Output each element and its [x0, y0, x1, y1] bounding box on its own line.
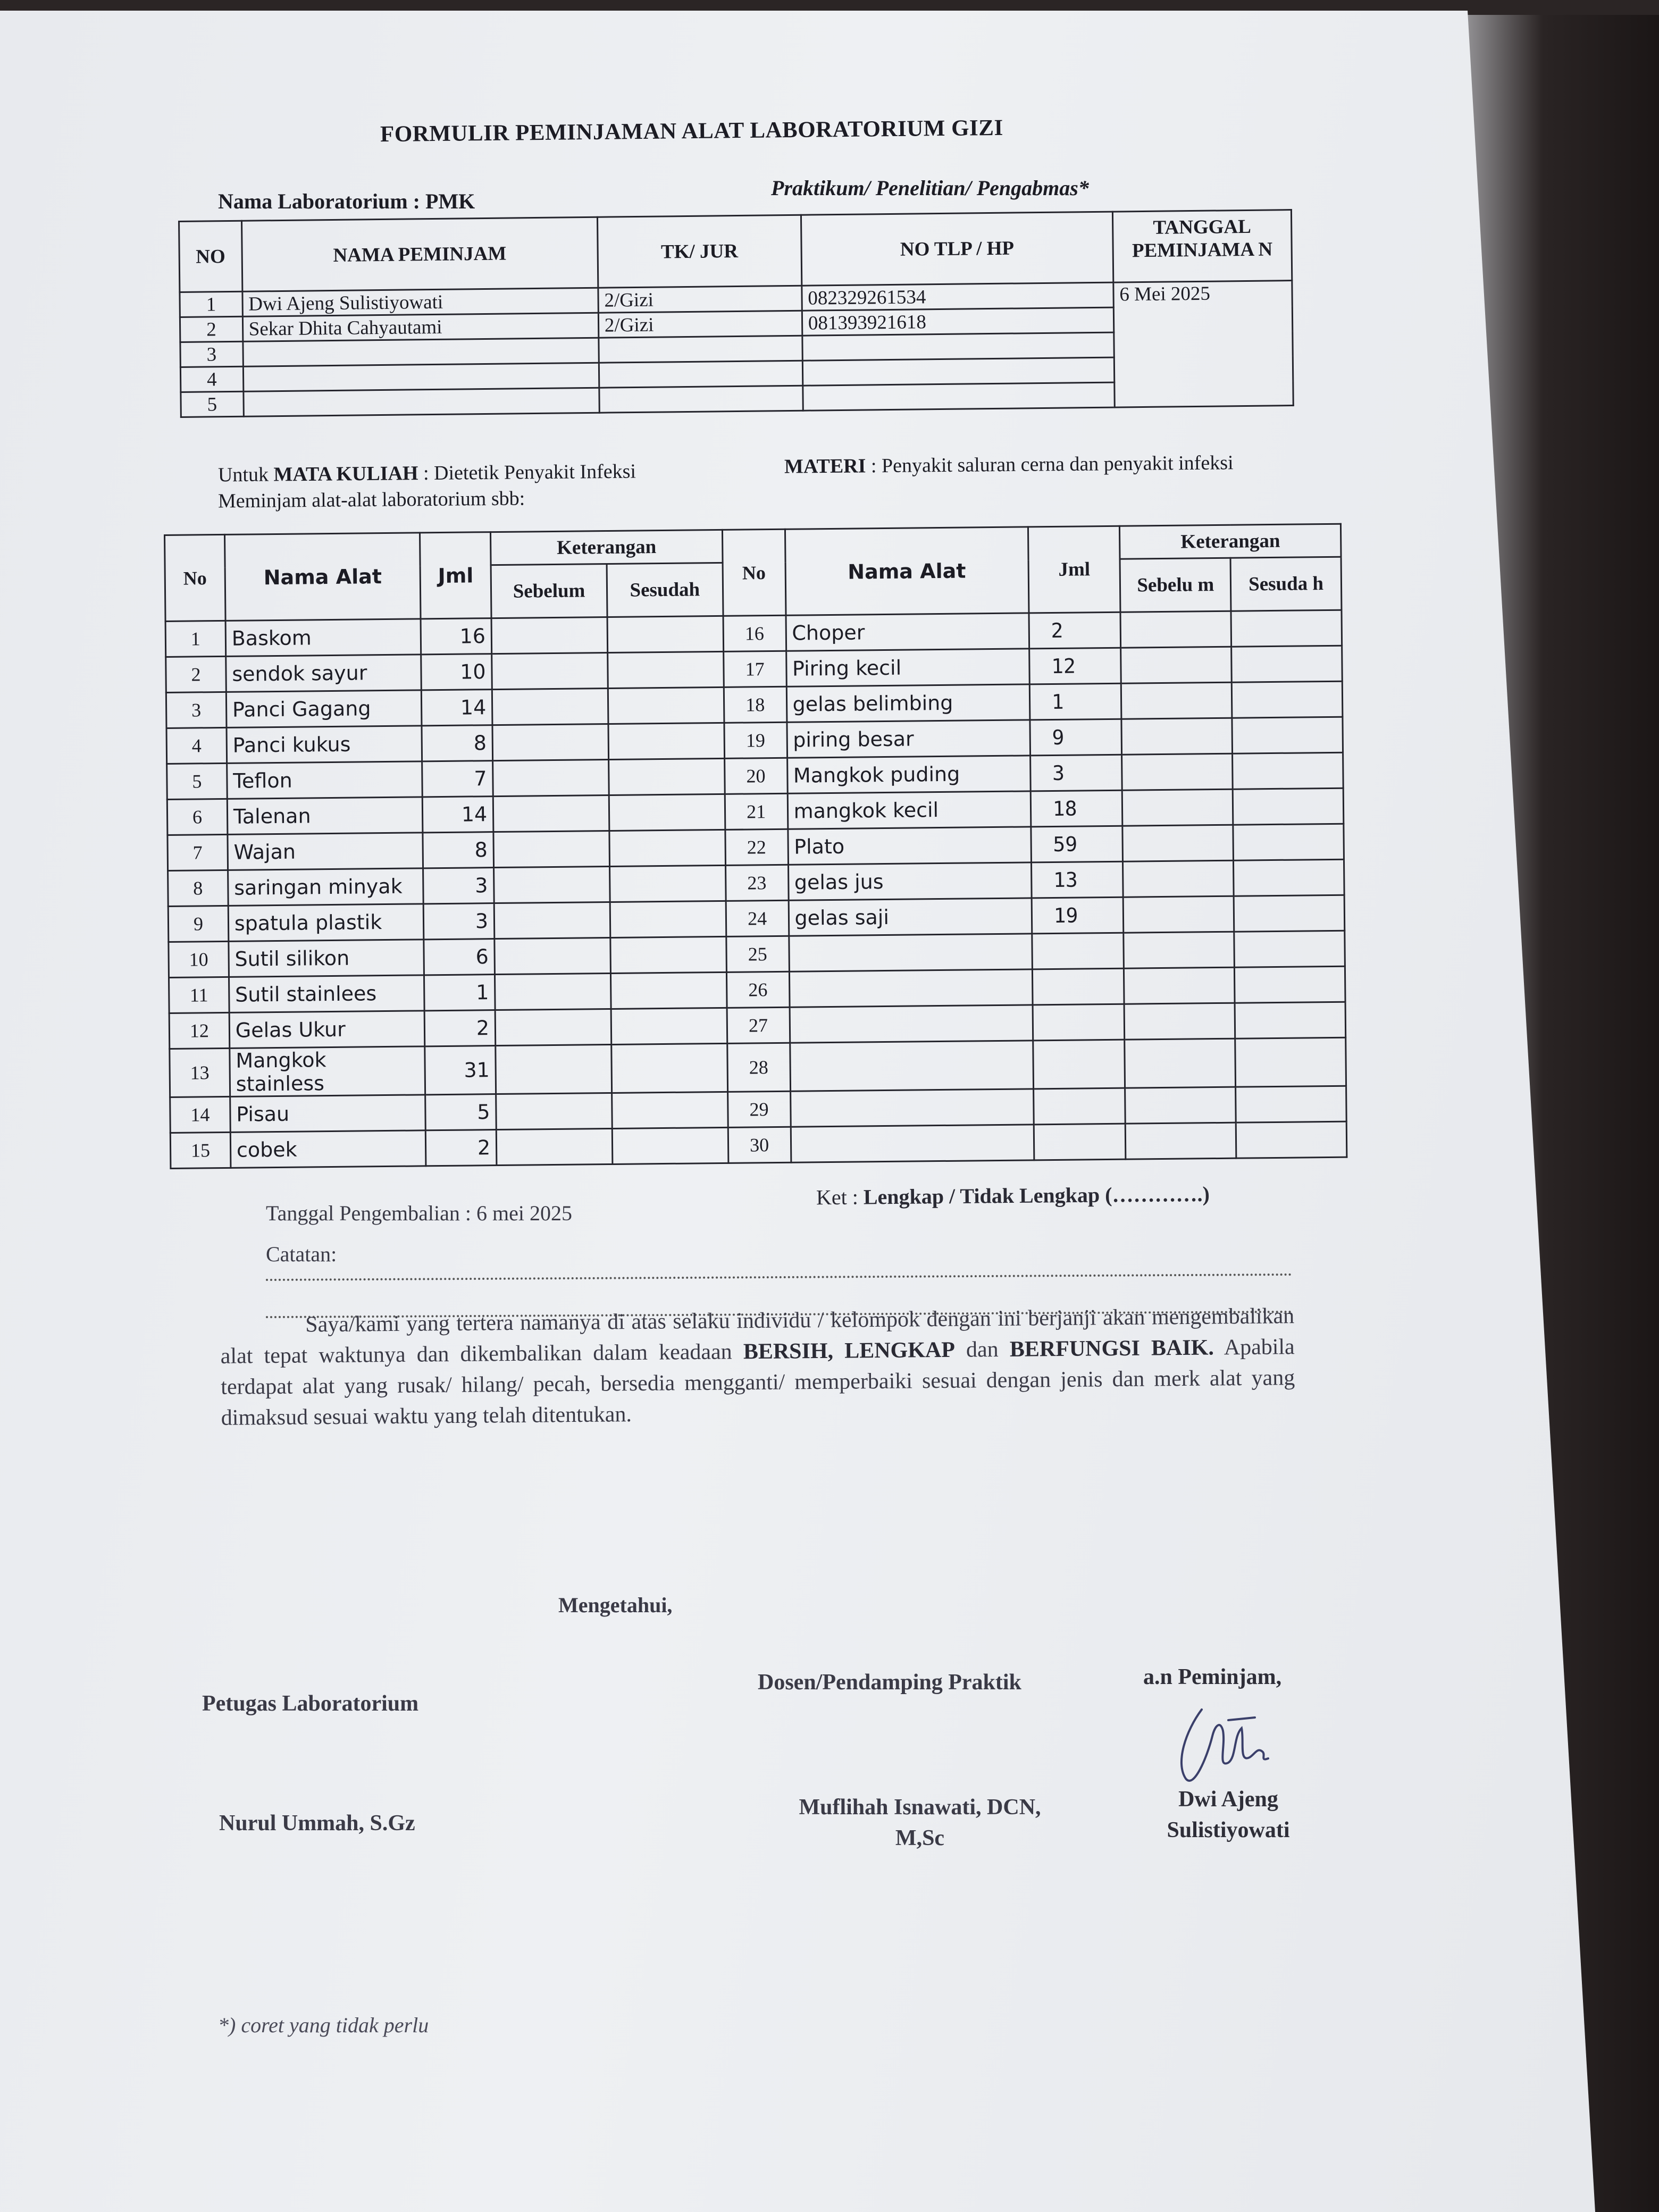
borrower-table: [178, 209, 1294, 418]
col-keterangan-right: Keterangan: [1120, 524, 1341, 559]
tool-name: gelas saji: [789, 898, 1032, 936]
borrower-phone: 082329261534: [802, 282, 1113, 311]
pledge-bold: BERFUNGSI BAIK.: [1009, 1335, 1214, 1362]
tool-jml: 8: [422, 725, 492, 761]
tool-no: 22: [725, 829, 788, 865]
tool-name: Baskom: [225, 619, 421, 657]
borrower-phone: 081393921618: [802, 307, 1113, 336]
tool-name: Mangkok stainless: [230, 1046, 425, 1097]
tool-no: 28: [727, 1043, 790, 1092]
tool-no: 15: [170, 1132, 230, 1168]
borrower-level: [599, 361, 802, 388]
col-keterangan: Keterangan: [491, 530, 723, 565]
form-title: FORMULIR PEMINJAMAN ALAT LABORATORIUM GIZI: [380, 115, 1003, 147]
tool-before: [1122, 753, 1233, 790]
tool-before: [1124, 932, 1234, 968]
tool-jml: [1032, 968, 1124, 1005]
course-value: : Dietetik Penyakit Infeksi: [418, 460, 636, 485]
tool-after: [610, 901, 726, 937]
tool-no: 16: [723, 615, 786, 651]
materi-value: : Penyakit saluran cerna dan penyakit infeksi: [866, 451, 1234, 477]
tool-jml: 12: [1029, 648, 1121, 684]
lab-officer-name: Nurul Ummah, S.Gz: [219, 1811, 415, 1836]
col-before-right: Sebelu m: [1120, 558, 1231, 612]
tool-before: [492, 688, 608, 725]
tool-jml: [1033, 1004, 1125, 1041]
tool-jml: [1033, 1040, 1125, 1089]
tool-name: spatula plastik: [228, 904, 424, 942]
tool-name: saringan minyak: [228, 868, 423, 906]
tool-no: 8: [168, 870, 228, 906]
tool-no: 6: [167, 799, 227, 835]
return-date: Tanggal Pengembalian : 6 mei 2025: [266, 1201, 572, 1225]
tool-name: Teflon: [227, 761, 422, 799]
tool-name: Gelas Ukur: [229, 1011, 425, 1049]
tool-after: [1236, 1086, 1346, 1122]
col-after: Sesudah: [607, 563, 723, 617]
col-borrower-name: NAMA PEMINJAM: [241, 217, 598, 291]
ket-label: Ket :: [816, 1185, 864, 1210]
tool-before: [1120, 611, 1231, 648]
tool-after: [1235, 1002, 1345, 1038]
tool-name: [789, 969, 1033, 1007]
borrower-level: 2/Gizi: [598, 286, 802, 313]
tool-jml: 1: [424, 975, 495, 1011]
borrower-name: [242, 338, 599, 366]
tool-before: [1121, 718, 1232, 755]
course-label: Untuk: [217, 463, 274, 487]
pledge-bold: BERSIH, LENGKAP: [743, 1337, 956, 1364]
col-no: NO: [179, 221, 242, 292]
tool-name: Choper: [786, 613, 1029, 651]
borrower-no: 4: [180, 366, 243, 392]
tool-no: 10: [169, 941, 229, 977]
tool-name: Sutil stainlees: [229, 975, 424, 1013]
completeness-note: [816, 1182, 1210, 1210]
tool-after: [608, 651, 724, 688]
tool-jml: 10: [421, 654, 492, 690]
borrower-name: Sekar Dhita Cahyautami: [242, 313, 599, 341]
tool-before: [494, 902, 610, 939]
tool-before: [496, 1044, 612, 1094]
tool-name: gelas belimbing: [786, 684, 1030, 722]
tool-no: 14: [170, 1096, 230, 1133]
tool-after: [609, 830, 725, 866]
tool-after: [1233, 824, 1344, 860]
borrow-intro: Meminjam alat-alat laboratorium sbb:: [217, 487, 525, 513]
tool-no: 26: [726, 971, 789, 1008]
tool-after: [609, 865, 725, 902]
col-tool-no: No: [165, 534, 225, 621]
tool-no: 27: [727, 1007, 790, 1043]
tool-jml: 1: [1029, 683, 1121, 720]
tool-jml: 2: [1029, 612, 1121, 649]
tool-name: piring besar: [786, 720, 1030, 758]
footnote: *) coret yang tidak perlu: [218, 2013, 429, 2037]
tool-after: [1232, 717, 1343, 753]
tool-no: 17: [723, 651, 786, 687]
tool-no: 13: [170, 1048, 230, 1097]
tool-jml: 59: [1031, 826, 1123, 862]
col-tool-jml: Jml: [420, 532, 491, 619]
tool-no: 7: [167, 834, 228, 870]
tool-before: [495, 973, 611, 1010]
tool-name: Piring kecil: [786, 649, 1029, 686]
borrower-level: [599, 386, 803, 413]
tool-no: 2: [166, 656, 226, 692]
tool-no: 12: [169, 1012, 229, 1049]
tool-jml: 3: [1030, 755, 1122, 791]
tool-before: [1125, 1003, 1235, 1040]
tool-jml: 9: [1030, 719, 1122, 756]
tool-before: [496, 1093, 612, 1129]
pledge-text: Saya/kami yang tertera namanya di atas selaku individu / kelompok dengan ini berjanji akan mengembalikan alat tepat waktunya dan dikembalikan dalam keadaan: [220, 1304, 1295, 1369]
tool-after: [1231, 610, 1342, 647]
tool-name: cobek: [230, 1130, 426, 1168]
tools-table: [164, 523, 1347, 1169]
borrower-name: [243, 388, 599, 416]
tool-name: Plato: [787, 827, 1031, 865]
borrower-name: Dwi Ajeng Sulistiyowati: [242, 288, 599, 316]
tool-no: 3: [166, 692, 226, 728]
tool-before: [1122, 789, 1233, 826]
tool-name: Panci Gagang: [226, 690, 422, 728]
tool-after: [1234, 859, 1344, 896]
col-tool-jml-right: Jml: [1028, 526, 1120, 613]
tool-jml: 13: [1031, 861, 1123, 898]
tool-no: 23: [725, 865, 788, 901]
tool-no: 9: [168, 906, 228, 942]
tool-after: [610, 972, 726, 1009]
tool-before: [1124, 967, 1235, 1004]
lab-name: Nama Laboratorium : PMK: [218, 189, 475, 213]
tool-jml: 14: [422, 690, 492, 726]
borrower-name: [243, 363, 599, 391]
tool-no: 18: [724, 686, 786, 723]
tool-after: [1234, 931, 1345, 967]
borrower-phone: [802, 357, 1114, 386]
borrower-name-line: Dwi Ajeng: [1178, 1787, 1278, 1812]
tool-no: 5: [167, 763, 227, 799]
tool-name: [790, 1005, 1033, 1043]
borrower-level: 2/Gizi: [598, 311, 802, 338]
tool-before: [496, 1128, 612, 1165]
activity-type: Praktikum/ Penelitian/ Pengabmas*: [771, 176, 1089, 200]
tool-after: [608, 687, 724, 724]
course-line: [218, 460, 636, 487]
tool-before: [1121, 682, 1232, 719]
tool-before: [493, 759, 609, 796]
lecturer-name: [776, 1792, 1063, 1854]
borrower-title: a.n Peminjam,: [1143, 1665, 1282, 1689]
tool-jml: 7: [422, 761, 493, 797]
borrower-no: 3: [180, 341, 243, 367]
col-tool-name-right: Nama Alat: [785, 527, 1029, 615]
tool-no: 4: [166, 727, 227, 764]
tool-after: [612, 1092, 728, 1128]
tool-name: [791, 1125, 1034, 1162]
tool-no: 19: [724, 722, 787, 758]
tool-name: [789, 934, 1032, 971]
lab-officer-title: Petugas Laboratorium: [202, 1691, 419, 1716]
borrower-name-line: Sulistiyowati: [1167, 1818, 1290, 1842]
handwritten-signature-icon: [1170, 1699, 1276, 1789]
tool-after: [607, 616, 723, 652]
tool-no: 20: [724, 758, 787, 794]
tool-jml: 2: [424, 1010, 495, 1046]
acknowledged-label: Mengetahui,: [558, 1593, 673, 1617]
tool-jml: [1033, 1088, 1125, 1125]
tool-before: [1125, 1038, 1236, 1088]
tool-jml: 14: [423, 797, 493, 833]
tool-after: [609, 758, 725, 795]
col-level: TK/ JUR: [597, 215, 801, 288]
tool-before: [494, 866, 610, 903]
tool-before: [495, 937, 610, 974]
tool-jml: 3: [423, 903, 494, 940]
col-after-right: Sesuda h: [1230, 557, 1342, 611]
col-tool-no-right: No: [722, 529, 785, 616]
tool-after: [611, 1008, 727, 1044]
borrower-name-signature: [1146, 1784, 1311, 1846]
pledge-text: Apabila terdapat alat yang rusak/ hilang/ pecah, bersedia mengganti/ memperbaiki sesuai dengan jenis dan merk alat yang dimaksud sesuai waktu yang telah ditentukan.: [221, 1335, 1295, 1430]
pledge-paragraph: [220, 1301, 1295, 1434]
tool-no: 21: [725, 793, 787, 830]
tool-jml: 2: [426, 1130, 497, 1166]
borrower-level: [599, 336, 802, 363]
tool-before: [495, 1009, 611, 1045]
tool-name: [790, 1089, 1034, 1127]
tool-no: 29: [727, 1091, 790, 1127]
tool-after: [610, 936, 726, 973]
tool-after: [1233, 788, 1343, 825]
tool-name: Pisau: [230, 1095, 425, 1133]
tool-before: [493, 795, 609, 832]
tool-after: [1236, 1121, 1346, 1158]
tool-jml: 6: [424, 939, 495, 975]
borrower-no: 2: [180, 316, 242, 342]
tool-jml: 19: [1032, 897, 1124, 934]
tool-after: [611, 1043, 728, 1093]
borrower-phone: [802, 332, 1114, 361]
tool-before: [1125, 1087, 1236, 1124]
tool-jml: 3: [423, 868, 494, 904]
tool-jml: 5: [425, 1094, 496, 1130]
tool-after: [609, 794, 725, 831]
tool-before: [491, 617, 607, 654]
borrower-no: 1: [180, 291, 242, 317]
tool-after: [612, 1127, 728, 1164]
borrow-date: 6 Mei 2025: [1113, 281, 1294, 408]
tool-no: 1: [165, 621, 225, 657]
tool-name: sendok sayur: [226, 655, 422, 692]
col-tool-name: Nama Alat: [224, 533, 421, 621]
pledge-text: dan: [954, 1337, 1010, 1362]
materi-line: [784, 451, 1234, 478]
tool-no: 30: [728, 1127, 791, 1163]
tool-name: mangkok kecil: [787, 791, 1031, 829]
tool-jml: 8: [423, 832, 493, 868]
tool-before: [492, 724, 608, 760]
tool-before: [492, 652, 608, 689]
tool-jml: 18: [1030, 790, 1122, 827]
tool-no: 25: [726, 936, 789, 972]
tool-after: [1235, 966, 1345, 1003]
lecturer-name-line: Muflihah Isnawati, DCN,: [799, 1795, 1041, 1820]
tool-no: 24: [726, 900, 789, 936]
tool-jml: 16: [421, 618, 491, 655]
borrower-no: 5: [181, 391, 244, 417]
tool-name: [790, 1041, 1033, 1091]
tool-name: Wajan: [228, 833, 423, 870]
tool-before: [1122, 825, 1233, 861]
materi-label: MATERI: [784, 455, 866, 478]
tool-jml: 31: [425, 1046, 496, 1095]
tool-before: [1121, 647, 1231, 683]
tool-after: [1233, 752, 1343, 789]
ket-value: Lengkap / Tidak Lengkap (………….): [863, 1182, 1210, 1209]
notes-label: Catatan:: [266, 1242, 337, 1266]
tool-name: Talenan: [227, 797, 423, 835]
tool-name: Mangkok puding: [787, 756, 1030, 793]
tool-after: [1234, 895, 1344, 932]
borrower-phone: [803, 382, 1115, 410]
col-date: TANGGAL PEMINJAMA N: [1112, 210, 1292, 283]
lecturer-name-line: M,Sc: [895, 1826, 945, 1850]
tool-after: [1231, 646, 1342, 682]
col-phone: NO TLP / HP: [801, 212, 1113, 286]
tool-name: Panci kukus: [227, 726, 422, 764]
tool-before: [1123, 860, 1234, 897]
course-label-bold: MATA KULIAH: [273, 462, 418, 486]
tool-after: [1231, 681, 1342, 718]
tool-name: Sutil silikon: [229, 940, 424, 977]
tool-after: [608, 723, 724, 759]
tool-name: gelas jus: [788, 862, 1032, 900]
tool-before: [493, 831, 609, 867]
tool-jml: [1034, 1124, 1126, 1160]
lecturer-title: Dosen/Pendamping Praktik: [758, 1670, 1021, 1695]
tool-after: [1235, 1037, 1346, 1087]
tool-before: [1126, 1122, 1236, 1159]
tool-jml: [1032, 933, 1124, 969]
col-before: Sebelum: [491, 564, 607, 618]
tool-before: [1124, 896, 1234, 933]
tool-no: 11: [169, 977, 229, 1013]
